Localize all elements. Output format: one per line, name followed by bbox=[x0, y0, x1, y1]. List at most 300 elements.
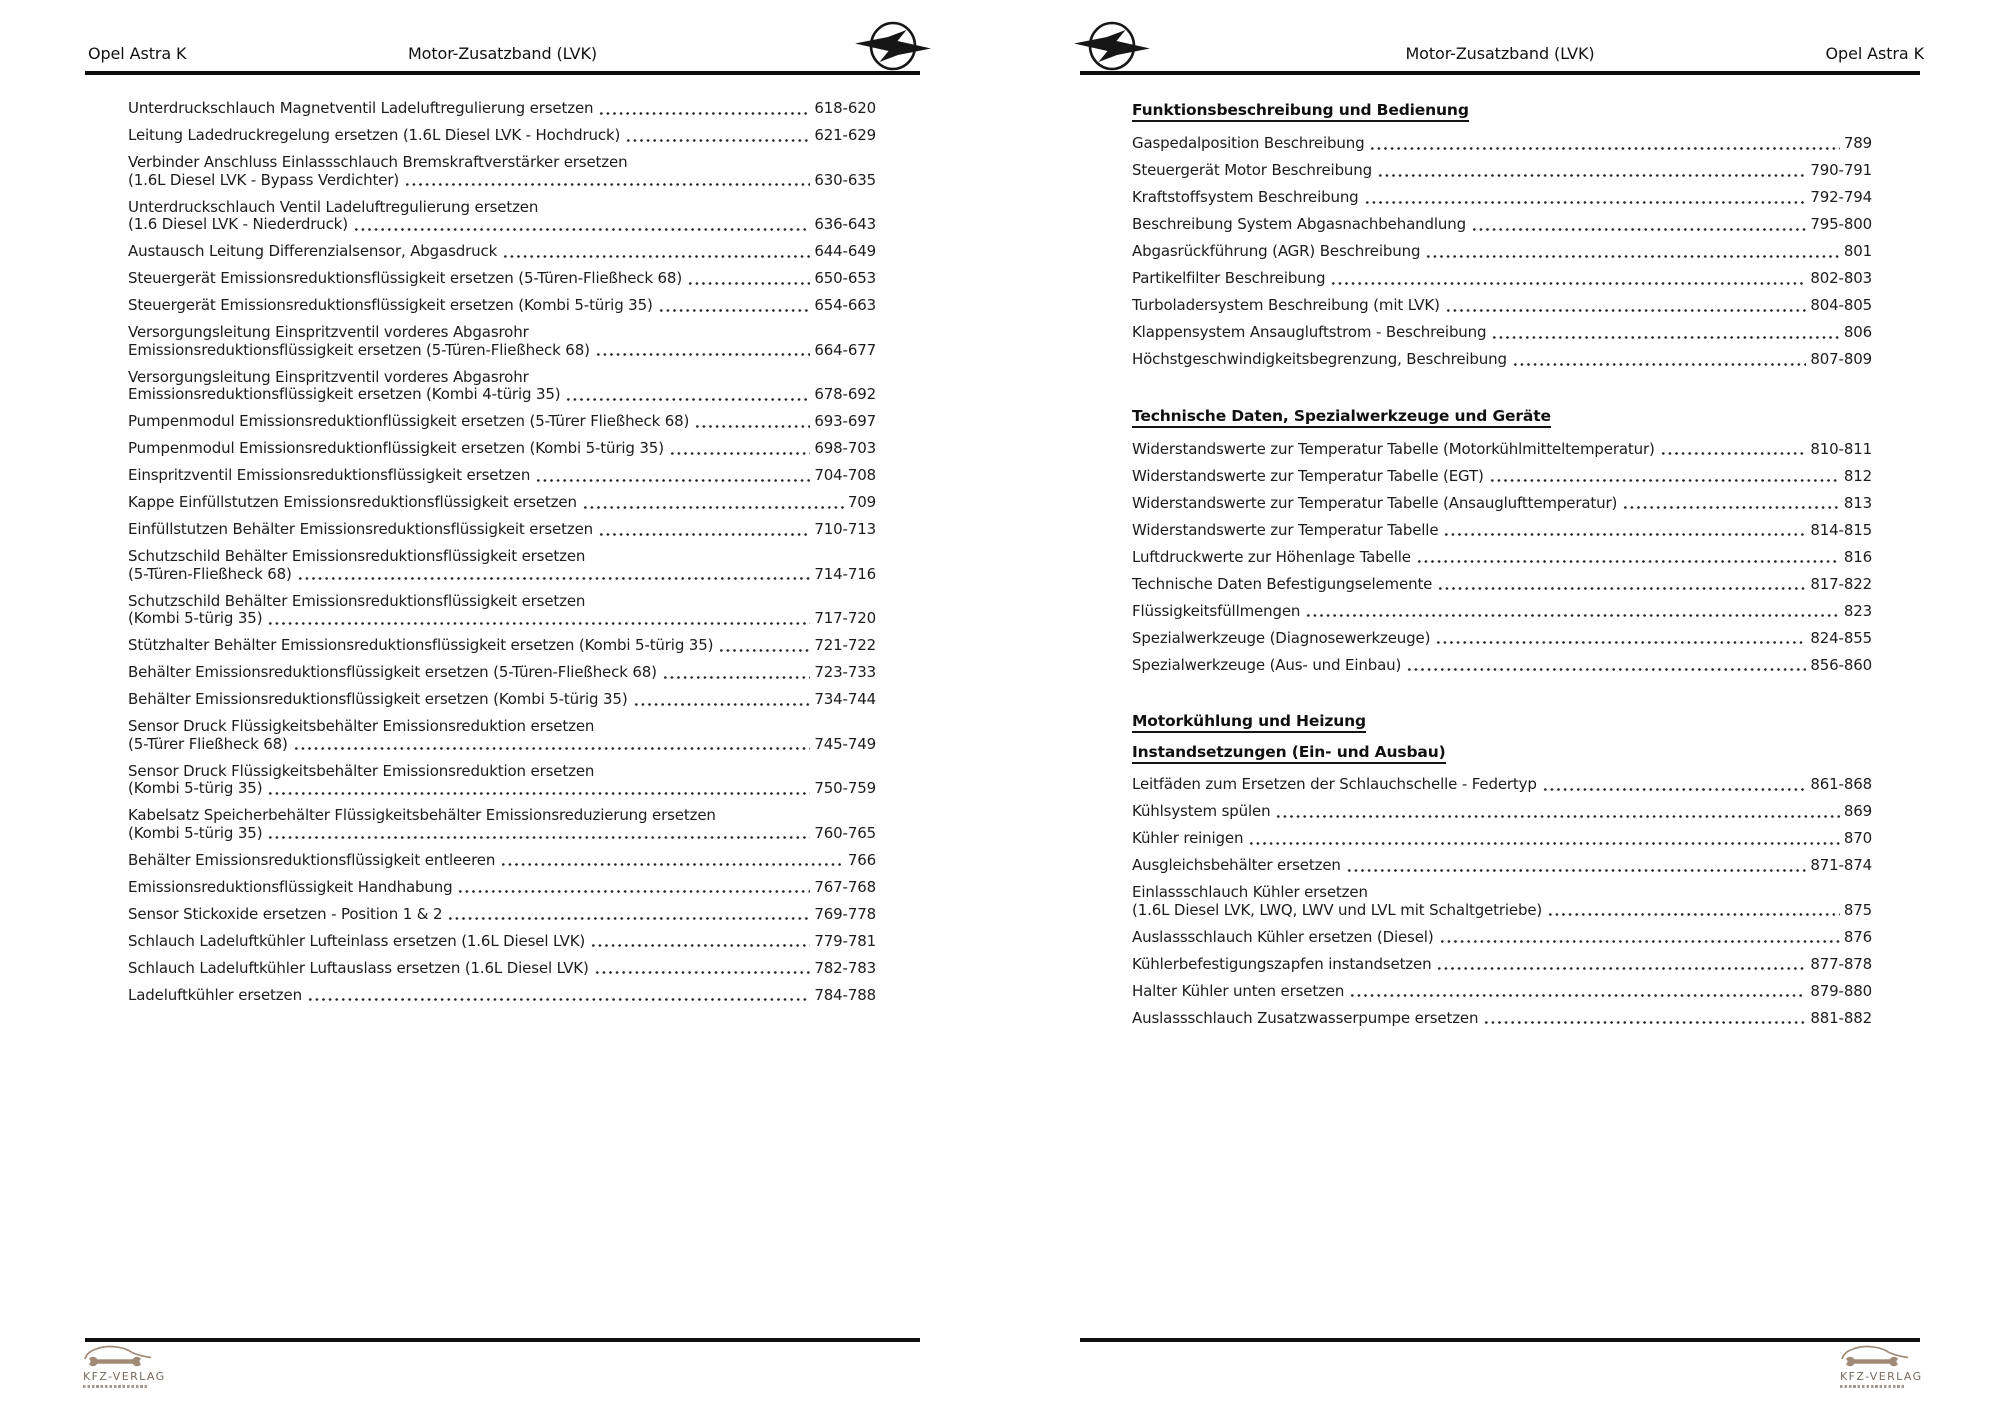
toc-leader-dots bbox=[1425, 246, 1839, 261]
toc-entry-last-line bbox=[128, 216, 876, 234]
toc-entry-pages: 861-868 bbox=[1810, 775, 1872, 793]
toc-entry-title-line: Schutzschild Behälter Emissionsreduktionsflüssigkeit ersetzen bbox=[128, 547, 586, 565]
toc-entry-pages: 856-860 bbox=[1810, 655, 1872, 674]
toc-entry bbox=[128, 199, 876, 234]
toc-entry-last-line bbox=[128, 610, 876, 628]
toc-leader-dots bbox=[595, 344, 811, 359]
header-rule bbox=[1080, 71, 1920, 75]
toc-leader-dots bbox=[297, 568, 811, 583]
header-book-title: Motor-Zusatzband (LVK) bbox=[1405, 44, 1595, 63]
toc-leader-dots bbox=[1439, 931, 1840, 946]
toc-leader-dots bbox=[1406, 659, 1806, 674]
toc-entry-pages: 721-722 bbox=[814, 636, 876, 654]
toc-leader-dots bbox=[500, 854, 844, 869]
toc-entry-title: Schlauch Ladeluftkühler Lufteinlass ersetzen (1.6L Diesel LVK) bbox=[128, 931, 586, 950]
toc-leader-dots bbox=[594, 962, 811, 977]
toc-entry-title: (Kombi 5-türig 35) bbox=[128, 609, 263, 627]
publisher-tagline bbox=[1840, 1385, 1906, 1388]
toc-entry bbox=[1132, 441, 1872, 459]
toc-entry-pages: 871-874 bbox=[1810, 856, 1872, 874]
toc-entry-title: Luftdruckwerte zur Höhenlage Tabelle bbox=[1132, 547, 1411, 566]
toc-entry-title: Widerstandswerte zur Temperatur Tabelle (EGT) bbox=[1132, 466, 1484, 485]
toc-entry-last-line bbox=[128, 906, 876, 924]
toc-entry-pages: 618-620 bbox=[814, 99, 876, 117]
toc-entry-pages: 650-653 bbox=[814, 269, 876, 287]
toc-entry-last-line bbox=[1132, 297, 1872, 315]
toc-entry-title: Partikelfilter Beschreibung bbox=[1132, 269, 1326, 287]
toc-entry-last-line bbox=[1132, 495, 1872, 513]
toc-leader-dots bbox=[718, 640, 810, 655]
toc-entry-pages: 802-803 bbox=[1810, 269, 1872, 287]
toc-entry bbox=[1132, 324, 1872, 342]
toc-entry-last-line bbox=[1132, 243, 1872, 261]
toc-leader-dots bbox=[502, 246, 810, 261]
toc-entry-last-line bbox=[128, 413, 876, 431]
toc-entry-title-line: Sensor Druck Flüssigkeitsbehälter Emissionsreduktion ersetzen bbox=[128, 717, 595, 735]
toc-entry-last-line bbox=[1132, 270, 1872, 288]
toc-entry-last-line bbox=[128, 987, 876, 1005]
toc-entry-last-line bbox=[128, 440, 876, 458]
toc-entry-title: Emissionsreduktionsflüssigkeit ersetzen (Kombi 4-türig 35) bbox=[128, 385, 561, 403]
toc-entry-title: (5-Türen-Fließheck 68) bbox=[128, 564, 292, 583]
toc-entry-last-line bbox=[1132, 216, 1872, 234]
toc-entry-pages: 710-713 bbox=[814, 520, 876, 538]
toc-entry-last-line bbox=[128, 825, 876, 843]
toc-entry-title: Turboladersystem Beschreibung (mit LVK) bbox=[1132, 296, 1440, 314]
toc-entry bbox=[128, 154, 876, 189]
toc-entry bbox=[1132, 630, 1872, 648]
toc-entry-title: Auslassschlauch Kühler ersetzen (Diesel) bbox=[1132, 927, 1434, 946]
toc-entry bbox=[128, 637, 876, 655]
toc-entry bbox=[128, 440, 876, 458]
toc-entry-pages: 792-794 bbox=[1810, 188, 1872, 206]
toc-entry-last-line bbox=[1132, 929, 1872, 947]
toc-leader-dots bbox=[1489, 470, 1840, 485]
toc-entry bbox=[1132, 468, 1872, 486]
section-subheading: Instandsetzungen (Ein- und Ausbau) bbox=[1132, 742, 1872, 762]
toc-entry-last-line bbox=[128, 664, 876, 682]
toc-entry-title: Spezialwerkzeuge (Diagnosewerkzeuge) bbox=[1132, 628, 1431, 647]
toc-leader-dots bbox=[1275, 806, 1839, 821]
toc-entry-pages: 814-815 bbox=[1810, 520, 1872, 539]
toc-entry-title: Klappensystem Ansaugluftstrom - Beschreibung bbox=[1132, 323, 1487, 341]
toc-entry-title: Auslassschlauch Zusatzwasserpumpe ersetzen bbox=[1132, 1008, 1479, 1027]
publisher-tagline bbox=[83, 1385, 149, 1388]
toc-leader-dots bbox=[565, 389, 810, 404]
toc-entry bbox=[1132, 956, 1872, 974]
toc-entry-title: Pumpenmodul Emissionsreduktionflüssigkeit ersetzen (5-Türer Fließheck 68) bbox=[128, 412, 690, 430]
toc-entry-last-line bbox=[1132, 576, 1872, 594]
toc-leader-dots bbox=[1443, 524, 1806, 539]
toc-entry-pages: 784-788 bbox=[814, 985, 876, 1004]
toc-entry bbox=[1132, 495, 1872, 513]
section-heading: Technische Daten, Spezialwerkzeuge und Geräte bbox=[1132, 406, 1872, 426]
toc-entry-title: Steuergerät Emissionsreduktionsflüssigkeit ersetzen (5-Türen-Fließheck 68) bbox=[128, 269, 683, 287]
toc-entry-title: Behälter Emissionsreduktionsflüssigkeit entleeren bbox=[128, 850, 496, 869]
toc-entry bbox=[1132, 830, 1872, 848]
toc-entry-last-line bbox=[1132, 468, 1872, 486]
toc-entry bbox=[128, 960, 876, 978]
toc-leader-dots bbox=[267, 613, 810, 628]
car-wrench-icon bbox=[83, 1344, 153, 1371]
toc-entry bbox=[1132, 135, 1872, 153]
toc-entry-pages: 636-643 bbox=[814, 215, 876, 233]
toc-leader-dots bbox=[447, 908, 810, 923]
toc-entry-pages: 824-855 bbox=[1810, 628, 1872, 647]
toc-entry-title: Kühlsystem spülen bbox=[1132, 802, 1271, 820]
toc-entry-title: Pumpenmodul Emissionsreduktionflüssigkeit ersetzen (Kombi 5-türig 35) bbox=[128, 439, 664, 457]
toc-leader-dots bbox=[1547, 904, 1840, 919]
toc-entry-title: Sensor Stickoxide ersetzen - Position 1 & 2 bbox=[128, 904, 443, 923]
toc-leader-dots bbox=[1436, 958, 1806, 973]
toc-entry-title-line: Versorgungsleitung Einspritzventil vorderes Abgasrohr bbox=[128, 323, 529, 341]
toc-entry-last-line bbox=[128, 467, 876, 485]
toc-leader-dots bbox=[590, 935, 810, 950]
publisher-logo bbox=[1840, 1344, 1923, 1388]
footer-rule bbox=[85, 1338, 920, 1342]
toc-entry-title-line: Verbinder Anschluss Einlassschlauch Bremskraftverstärker ersetzen bbox=[128, 153, 628, 171]
toc-entry bbox=[1132, 297, 1872, 315]
toc-entry-last-line bbox=[128, 933, 876, 951]
toc-entry-title: Schlauch Ladeluftkühler Luftauslass ersetzen (1.6L Diesel LVK) bbox=[128, 958, 589, 977]
toc-entry-last-line bbox=[128, 127, 876, 145]
toc-entry-pages: 698-703 bbox=[814, 439, 876, 457]
toc-sections-right bbox=[1132, 100, 1872, 1037]
toc-entry-last-line bbox=[128, 637, 876, 655]
toc-entry bbox=[1132, 522, 1872, 540]
toc-entry-last-line bbox=[1132, 603, 1872, 621]
toc-entry bbox=[1132, 351, 1872, 369]
toc-entry-pages: 813 bbox=[1843, 493, 1872, 512]
toc-entry-pages: 810-811 bbox=[1810, 439, 1872, 458]
toc-entry-pages: 789 bbox=[1843, 134, 1872, 152]
toc-entry-title: Leitfäden zum Ersetzen der Schlauchschelle - Federtyp bbox=[1132, 775, 1537, 793]
toc-entry-title: Flüssigkeitsfüllmengen bbox=[1132, 601, 1301, 620]
toc-entry-last-line bbox=[1132, 630, 1872, 648]
toc-entry-pages: 621-629 bbox=[814, 126, 876, 144]
toc-entry-pages: 644-649 bbox=[814, 242, 876, 260]
toc-entry-title: Emissionsreduktionsflüssigkeit ersetzen (5-Türen-Fließheck 68) bbox=[128, 340, 590, 359]
toc-entry bbox=[128, 324, 876, 359]
toc-entry-last-line bbox=[1132, 956, 1872, 974]
toc-leader-dots bbox=[457, 881, 810, 896]
toc-entry-pages: 816 bbox=[1843, 547, 1872, 566]
toc-entry-last-line bbox=[1132, 830, 1872, 848]
toc-entry-pages: 881-882 bbox=[1810, 1008, 1872, 1027]
toc-entry-pages: 664-677 bbox=[814, 340, 876, 359]
toc-entry bbox=[1132, 549, 1872, 567]
toc-entry bbox=[128, 297, 876, 315]
toc-leader-dots bbox=[267, 783, 810, 798]
toc-entry-last-line bbox=[128, 297, 876, 315]
toc-entry bbox=[128, 521, 876, 539]
toc-entry bbox=[128, 100, 876, 118]
toc-entry-pages: 704-708 bbox=[814, 466, 876, 484]
toc-entry bbox=[1132, 243, 1872, 261]
toc-entry-title: Stützhalter Behälter Emissionsreduktionsflüssigkeit ersetzen (Kombi 5-türig 35) bbox=[128, 636, 714, 654]
header-rule bbox=[85, 71, 920, 75]
toc-entry-pages: 693-697 bbox=[814, 412, 876, 430]
toc-entry bbox=[128, 852, 876, 870]
toc-entry-pages: 767-768 bbox=[814, 877, 876, 896]
toc-entry-title-line: Einlassschlauch Kühler ersetzen bbox=[1132, 883, 1368, 901]
toc-entry-pages: 812 bbox=[1843, 466, 1872, 485]
toc-entry-last-line bbox=[1132, 324, 1872, 342]
toc-entry bbox=[1132, 216, 1872, 234]
toc-leader-dots bbox=[1346, 860, 1807, 875]
toc-entry-last-line bbox=[128, 100, 876, 118]
toc-entry bbox=[128, 879, 876, 897]
toc-entry bbox=[128, 494, 876, 512]
toc-entry-title-line: Sensor Druck Flüssigkeitsbehälter Emissionsreduktion ersetzen bbox=[128, 761, 595, 780]
toc-leader-dots bbox=[694, 416, 810, 431]
toc-entry-last-line bbox=[1132, 441, 1872, 459]
toc-leader-dots bbox=[353, 219, 810, 234]
toc-entry-last-line bbox=[1132, 803, 1872, 821]
toc-entry-title: (5-Türer Fließheck 68) bbox=[128, 734, 288, 753]
toc-leader-dots bbox=[598, 524, 810, 539]
toc-entry bbox=[128, 127, 876, 145]
toc-entry-title: Widerstandswerte zur Temperatur Tabelle (Motorkühlmitteltemperatur) bbox=[1132, 439, 1655, 458]
toc-entry-title: Austausch Leitung Differenzialsensor, Abgasdruck bbox=[128, 242, 498, 260]
toc-entry-last-line bbox=[128, 521, 876, 539]
toc-entry-title: Einspritzventil Emissionsreduktionsflüssigkeit ersetzen bbox=[128, 466, 531, 484]
toc-entry-pages: 876 bbox=[1843, 927, 1872, 946]
toc-entry bbox=[128, 413, 876, 431]
toc-entry bbox=[128, 270, 876, 288]
toc-entry-last-line bbox=[1132, 983, 1872, 1001]
toc-entry-pages: 790-791 bbox=[1810, 161, 1872, 179]
toc-entry-last-line bbox=[128, 494, 876, 512]
toc-leader-dots bbox=[1491, 327, 1839, 342]
toc-entry-pages: 795-800 bbox=[1810, 215, 1872, 233]
toc-entry-title: Kühler reinigen bbox=[1132, 829, 1244, 847]
toc-entry-pages: 769-778 bbox=[814, 904, 876, 923]
toc-entry-title: Kraftstoffsystem Beschreibung bbox=[1132, 188, 1359, 206]
toc-entry-title: (Kombi 5-türig 35) bbox=[128, 779, 263, 797]
toc-list-left bbox=[128, 100, 876, 1014]
toc-entry-title: Widerstandswerte zur Temperatur Tabelle bbox=[1132, 520, 1439, 539]
toc-leader-dots bbox=[293, 738, 811, 753]
opel-logo-icon bbox=[853, 18, 933, 74]
page-right bbox=[1000, 0, 2000, 1413]
toc-entry-pages: 817-822 bbox=[1810, 574, 1872, 593]
toc-entry bbox=[128, 593, 876, 628]
toc-entry-pages: 877-878 bbox=[1810, 954, 1872, 973]
toc-entry bbox=[1132, 657, 1872, 675]
toc-leader-dots bbox=[1437, 578, 1806, 593]
toc-entry-last-line bbox=[1132, 189, 1872, 207]
toc-entry-last-line bbox=[1132, 776, 1872, 794]
toc-leader-dots bbox=[1542, 779, 1807, 794]
toc-entry-pages: 875 bbox=[1843, 900, 1872, 919]
toc-entry-pages: 654-663 bbox=[814, 296, 876, 314]
toc-entry-pages: 806 bbox=[1843, 323, 1872, 341]
publisher-logo bbox=[83, 1344, 166, 1388]
publisher-name: KFZ-VERLAG bbox=[83, 1370, 166, 1383]
toc-leader-dots bbox=[1512, 354, 1806, 369]
toc-leader-dots bbox=[1330, 273, 1806, 288]
publisher-name: KFZ-VERLAG bbox=[1840, 1370, 1923, 1383]
toc-entry-title: Emissionsreduktionsflüssigkeit Handhabung bbox=[128, 877, 453, 896]
toc-entry bbox=[128, 807, 876, 842]
toc-entry-title: Ladeluftkühler ersetzen bbox=[128, 985, 302, 1004]
toc-entry-pages: 869 bbox=[1843, 802, 1872, 820]
toc-entry bbox=[128, 664, 876, 682]
toc-leader-dots bbox=[1377, 165, 1806, 180]
toc-leader-dots bbox=[404, 174, 810, 189]
toc-entry-pages: 879-880 bbox=[1810, 981, 1872, 1000]
toc-entry bbox=[128, 243, 876, 261]
toc-entry-pages: 779-781 bbox=[814, 931, 876, 950]
section-heading: Motorkühlung und Heizung bbox=[1132, 711, 1872, 731]
toc-leader-dots bbox=[1445, 300, 1807, 315]
toc-entry-title: (Kombi 5-türig 35) bbox=[128, 823, 263, 842]
toc-entry-title: (1.6L Diesel LVK, LWQ, LWV und LVL mit Schaltgetriebe) bbox=[1132, 900, 1543, 919]
toc-entry bbox=[1132, 857, 1872, 875]
toc-leader-dots bbox=[662, 667, 811, 682]
toc-entry-last-line bbox=[1132, 1010, 1872, 1028]
toc-leader-dots bbox=[1248, 833, 1839, 848]
toc-entry-pages: 870 bbox=[1843, 829, 1872, 847]
toc-entry-last-line bbox=[1132, 135, 1872, 153]
toc-leader-dots bbox=[1483, 1012, 1806, 1027]
toc-entry-last-line bbox=[128, 852, 876, 870]
toc-entry-title: Leitung Ladedruckregelung ersetzen (1.6L Diesel LVK - Hochdruck) bbox=[128, 126, 621, 144]
toc-entry-last-line bbox=[128, 879, 876, 897]
toc-entry bbox=[1132, 776, 1872, 794]
toc-entry bbox=[128, 369, 876, 404]
section-heading: Funktionsbeschreibung und Bedienung bbox=[1132, 100, 1872, 120]
toc-entry bbox=[128, 467, 876, 485]
toc-entry-pages: 734-744 bbox=[814, 690, 876, 708]
toc-entry-title: Behälter Emissionsreduktionsflüssigkeit ersetzen (Kombi 5-türig 35) bbox=[128, 690, 628, 708]
toc-entry-last-line bbox=[128, 386, 876, 404]
toc-entry-title: Beschreibung System Abgasnachbehandlung bbox=[1132, 215, 1466, 233]
toc-entry bbox=[1132, 603, 1872, 621]
toc-entry-last-line bbox=[1132, 857, 1872, 875]
toc-entry bbox=[1132, 270, 1872, 288]
toc-entry-pages: 807-809 bbox=[1810, 350, 1872, 368]
toc-leader-dots bbox=[535, 470, 810, 485]
toc-leader-dots bbox=[1364, 192, 1807, 207]
toc-entry-last-line bbox=[128, 243, 876, 261]
opel-logo-icon bbox=[1072, 18, 1152, 74]
toc-entry-title-line: Schutzschild Behälter Emissionsreduktionsflüssigkeit ersetzen bbox=[128, 591, 586, 610]
toc-entry-last-line bbox=[1132, 902, 1872, 920]
toc-entry bbox=[1132, 162, 1872, 180]
toc-entry-title-line: Versorgungsleitung Einspritzventil vorderes Abgasrohr bbox=[128, 367, 529, 386]
toc-entry-title: Kappe Einfüllstutzen Emissionsreduktionsflüssigkeit ersetzen bbox=[128, 493, 577, 511]
toc-entry-last-line bbox=[128, 270, 876, 288]
toc-entry bbox=[1132, 929, 1872, 947]
toc-entry-last-line bbox=[128, 960, 876, 978]
toc-leader-dots bbox=[1471, 219, 1806, 234]
toc-entry-pages: 804-805 bbox=[1810, 296, 1872, 314]
toc-entry bbox=[1132, 884, 1872, 919]
toc-entry-title: Steuergerät Emissionsreduktionsflüssigkeit ersetzen (Kombi 5-türig 35) bbox=[128, 296, 653, 314]
toc-entry-pages: 745-749 bbox=[814, 734, 876, 753]
toc-entry-title: Behälter Emissionsreduktionsflüssigkeit ersetzen (5-Türen-Fließheck 68) bbox=[128, 663, 657, 681]
toc-entry bbox=[128, 691, 876, 709]
toc-leader-dots bbox=[1435, 632, 1806, 647]
toc-entry-title: Widerstandswerte zur Temperatur Tabelle (Ansauglufttemperatur) bbox=[1132, 493, 1618, 512]
toc-entry-pages: 723-733 bbox=[814, 663, 876, 681]
toc-entry-last-line bbox=[128, 691, 876, 709]
toc-entry-last-line bbox=[1132, 351, 1872, 369]
toc-entry-title: Spezialwerkzeuge (Aus- und Einbau) bbox=[1132, 655, 1402, 674]
toc-entry-title: Ausgleichsbehälter ersetzen bbox=[1132, 856, 1341, 874]
toc-entry-last-line bbox=[128, 342, 876, 360]
toc-entry-last-line bbox=[128, 566, 876, 584]
toc-entry-title: Technische Daten Befestigungselemente bbox=[1132, 574, 1433, 593]
toc-entry-pages: 714-716 bbox=[814, 564, 876, 583]
toc-entry-pages: 717-720 bbox=[814, 609, 876, 627]
toc-entry-title: Einfüllstutzen Behälter Emissionsreduktionsflüssigkeit ersetzen bbox=[128, 520, 593, 538]
toc-entry-title-line: Kabelsatz Speicherbehälter Flüssigkeitsbehälter Emissionsreduzierung ersetzen bbox=[128, 806, 716, 824]
toc-entry-title: Gaspedalposition Beschreibung bbox=[1132, 134, 1365, 152]
toc-entry bbox=[128, 548, 876, 583]
toc-entry-title: Höchstgeschwindigkeitsbegrenzung, Beschreibung bbox=[1132, 350, 1507, 368]
toc-entry-pages: 709 bbox=[847, 493, 876, 511]
toc-entry-title: Steuergerät Motor Beschreibung bbox=[1132, 161, 1373, 179]
toc-entry-title: Halter Kühler unten ersetzen bbox=[1132, 981, 1345, 1000]
toc-entry-title: (1.6 Diesel LVK - Niederdruck) bbox=[128, 215, 348, 233]
car-wrench-icon bbox=[1840, 1344, 1910, 1371]
toc-entry-last-line bbox=[1132, 657, 1872, 675]
toc-leader-dots bbox=[1416, 551, 1840, 566]
toc-entry bbox=[128, 933, 876, 951]
toc-leader-dots bbox=[267, 827, 810, 842]
toc-leader-dots bbox=[1369, 138, 1839, 153]
toc-leader-dots bbox=[669, 443, 810, 458]
toc-entry-title-line: Unterdruckschlauch Ventil Ladeluftregulierung ersetzen bbox=[128, 197, 539, 216]
toc-leader-dots bbox=[687, 273, 810, 288]
toc-entry-pages: 782-783 bbox=[814, 958, 876, 977]
toc-leader-dots bbox=[658, 300, 811, 315]
header-model-name: Opel Astra K bbox=[88, 44, 187, 63]
toc-entry bbox=[1132, 983, 1872, 1001]
footer-rule bbox=[1080, 1338, 1920, 1342]
toc-entry bbox=[1132, 803, 1872, 821]
toc-entry bbox=[128, 718, 876, 753]
toc-entry-last-line bbox=[1132, 162, 1872, 180]
toc-entry-last-line bbox=[128, 172, 876, 190]
toc-entry-last-line bbox=[1132, 549, 1872, 567]
toc-leader-dots bbox=[307, 989, 810, 1004]
toc-entry-title: Unterdruckschlauch Magnetventil Ladeluftregulierung ersetzen bbox=[128, 99, 594, 117]
toc-entry-title: Kühlerbefestigungszapfen instandsetzen bbox=[1132, 954, 1432, 973]
toc-entry bbox=[128, 763, 876, 798]
toc-leader-dots bbox=[625, 130, 810, 145]
toc-entry-pages: 766 bbox=[847, 850, 876, 869]
toc-entry-last-line bbox=[128, 736, 876, 754]
header-book-title: Motor-Zusatzband (LVK) bbox=[407, 44, 598, 63]
toc-entry-pages: 678-692 bbox=[814, 385, 876, 403]
toc-leader-dots bbox=[1349, 985, 1806, 1000]
toc-leader-dots bbox=[1660, 443, 1807, 458]
header-model-name: Opel Astra K bbox=[1825, 44, 1924, 63]
toc-entry-pages: 801 bbox=[1843, 242, 1872, 260]
toc-entry-title: Abgasrückführung (AGR) Beschreibung bbox=[1132, 242, 1421, 260]
toc-entry bbox=[128, 906, 876, 924]
toc-leader-dots bbox=[1622, 497, 1840, 512]
toc-entry-pages: 823 bbox=[1843, 601, 1872, 620]
toc-entry-last-line bbox=[128, 780, 876, 798]
toc-leader-dots bbox=[633, 694, 811, 709]
toc-entry bbox=[1132, 189, 1872, 207]
toc-entry bbox=[1132, 576, 1872, 594]
